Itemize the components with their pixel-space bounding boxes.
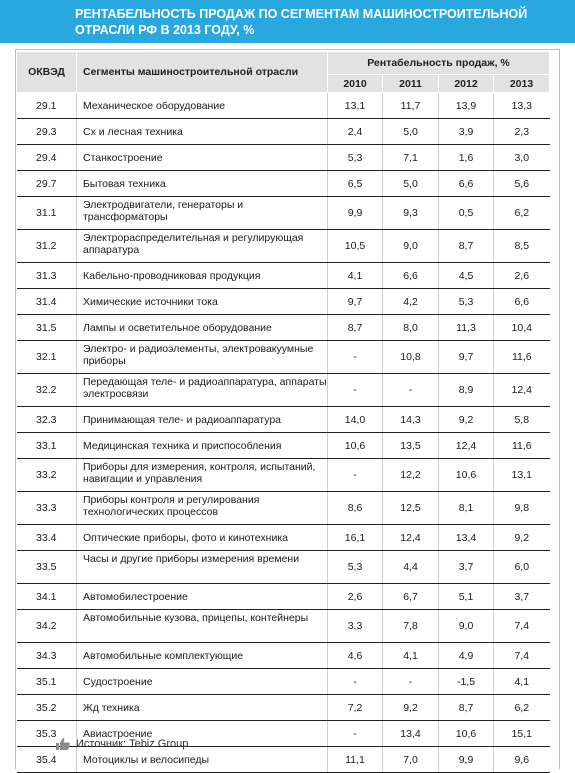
value-cell-2010: 4,1 — [328, 263, 383, 289]
okved-code-cell: 34.2 — [17, 610, 77, 643]
value-cell-2012: 12,4 — [439, 433, 494, 459]
segment-name-cell: Автомобилестроение — [77, 584, 328, 610]
segment-name-cell: Часы и другие приборы измерения времени — [77, 551, 328, 584]
header-okved: ОКВЭД — [17, 52, 77, 93]
value-cell-2011: - — [383, 374, 439, 407]
table-body — [17, 93, 550, 773]
value-cell-2012: 0,5 — [439, 197, 494, 230]
value-cell-2012: 8,1 — [439, 492, 494, 525]
table-row — [17, 525, 550, 551]
value-cell-2010: - — [328, 341, 383, 374]
value-cell-2010: 8,6 — [328, 492, 383, 525]
value-cell-2011: 12,2 — [383, 459, 439, 492]
segment-name-cell: Станкостроение — [77, 145, 328, 171]
segment-name-cell: Судостроение — [77, 669, 328, 695]
value-cell-2013: 15,1 — [494, 721, 550, 747]
value-cell-2010: 8,7 — [328, 315, 383, 341]
value-cell-2010: - — [328, 721, 383, 747]
value-cell-2013: 12,4 — [494, 374, 550, 407]
value-cell-2012: 10,6 — [439, 459, 494, 492]
okved-code-cell: 31.4 — [17, 289, 77, 315]
table-row — [17, 610, 550, 643]
value-cell-2013: 4,1 — [494, 669, 550, 695]
okved-code-cell: 33.4 — [17, 525, 77, 551]
table-row — [17, 695, 550, 721]
table-row — [17, 289, 550, 315]
table-row — [17, 145, 550, 171]
table-row — [17, 230, 550, 263]
thumbs-up-icon — [56, 738, 70, 750]
value-cell-2013: 8,5 — [494, 230, 550, 263]
table-row — [17, 747, 550, 773]
table-row — [17, 374, 550, 407]
table-row — [17, 341, 550, 374]
value-cell-2013: 13,3 — [494, 93, 550, 119]
value-cell-2013: 6,2 — [494, 695, 550, 721]
segment-name-cell: Жд техника — [77, 695, 328, 721]
value-cell-2011: 14,3 — [383, 407, 439, 433]
value-cell-2010: 6,5 — [328, 171, 383, 197]
value-cell-2012: 9,2 — [439, 407, 494, 433]
okved-code-cell: 35.4 — [17, 747, 77, 773]
value-cell-2010: 4,6 — [328, 643, 383, 669]
value-cell-2012: 9,9 — [439, 747, 494, 773]
table-row — [17, 584, 550, 610]
header-year-2011: 2011 — [383, 75, 439, 93]
value-cell-2010: 9,9 — [328, 197, 383, 230]
table-row — [17, 551, 550, 584]
value-cell-2013: 5,6 — [494, 171, 550, 197]
value-cell-2012: 5,1 — [439, 584, 494, 610]
value-cell-2013: 6,0 — [494, 551, 550, 584]
value-cell-2010: 10,6 — [328, 433, 383, 459]
value-cell-2012: 13,4 — [439, 525, 494, 551]
segment-name-cell: Медицинская техника и приспособления — [77, 433, 328, 459]
value-cell-2013: 3,0 — [494, 145, 550, 171]
segment-name-cell: Принимающая теле- и радиоаппаратура — [77, 407, 328, 433]
okved-code-cell: 31.1 — [17, 197, 77, 230]
table-row — [17, 407, 550, 433]
okved-code-cell: 34.3 — [17, 643, 77, 669]
value-cell-2010: 16,1 — [328, 525, 383, 551]
okved-code-cell: 34.1 — [17, 584, 77, 610]
value-cell-2012: 4,9 — [439, 643, 494, 669]
value-cell-2012: 3,9 — [439, 119, 494, 145]
value-cell-2010: 13,1 — [328, 93, 383, 119]
segment-name-cell: Химические источники тока — [77, 289, 328, 315]
value-cell-2013: 2,3 — [494, 119, 550, 145]
value-cell-2012: 6,6 — [439, 171, 494, 197]
value-cell-2011: 9,3 — [383, 197, 439, 230]
source-text: Источник: Tebiz Group — [76, 738, 189, 750]
value-cell-2013: 5,8 — [494, 407, 550, 433]
value-cell-2011: 6,7 — [383, 584, 439, 610]
value-cell-2011: 12,4 — [383, 525, 439, 551]
value-cell-2011: 6,6 — [383, 263, 439, 289]
value-cell-2011: 5,0 — [383, 171, 439, 197]
value-cell-2013: 6,2 — [494, 197, 550, 230]
value-cell-2013: 9,8 — [494, 492, 550, 525]
okved-code-cell: 31.3 — [17, 263, 77, 289]
segment-name-cell: Автомобильные комплектующие — [77, 643, 328, 669]
segment-name-cell: Бытовая техника — [77, 171, 328, 197]
okved-code-cell: 33.5 — [17, 551, 77, 584]
value-cell-2011: 13,4 — [383, 721, 439, 747]
okved-code-cell: 32.3 — [17, 407, 77, 433]
table-row — [17, 433, 550, 459]
segment-name-cell: Сх и лесная техника — [77, 119, 328, 145]
value-cell-2012: -1,5 — [439, 669, 494, 695]
value-cell-2010: - — [328, 459, 383, 492]
value-cell-2010: 5,3 — [328, 145, 383, 171]
table-row — [17, 315, 550, 341]
value-cell-2010: - — [328, 374, 383, 407]
value-cell-2013: 9,2 — [494, 525, 550, 551]
value-cell-2011: 5,0 — [383, 119, 439, 145]
table-row — [17, 197, 550, 230]
okved-code-cell: 35.2 — [17, 695, 77, 721]
segment-name-cell: Кабельно-проводниковая продукция — [77, 263, 328, 289]
value-cell-2010: 2,6 — [328, 584, 383, 610]
header-segment: Сегменты машиностроительной отрасли — [77, 52, 328, 93]
value-cell-2013: 13,1 — [494, 459, 550, 492]
segment-name-cell: Оптические приборы, фото и кинотехника — [77, 525, 328, 551]
segment-name-cell: Авиастроение — [77, 721, 328, 747]
value-cell-2013: 11,6 — [494, 341, 550, 374]
header-year-2010: 2010 — [328, 75, 383, 93]
okved-code-cell: 32.1 — [17, 341, 77, 374]
segment-name-cell: Электро- и радиоэлементы, электровакуумные приборы — [77, 341, 328, 374]
value-cell-2012: 10,6 — [439, 721, 494, 747]
value-cell-2011: 11,7 — [383, 93, 439, 119]
value-cell-2010: 3,3 — [328, 610, 383, 643]
table-row — [17, 93, 550, 119]
value-cell-2013: 7,4 — [494, 610, 550, 643]
okved-code-cell: 31.2 — [17, 230, 77, 263]
okved-code-cell: 35.1 — [17, 669, 77, 695]
value-cell-2011: 9,0 — [383, 230, 439, 263]
value-cell-2013: 7,4 — [494, 643, 550, 669]
value-cell-2012: 13,9 — [439, 93, 494, 119]
value-cell-2012: 9,7 — [439, 341, 494, 374]
segment-name-cell: Мотоциклы и велосипеды — [77, 747, 328, 773]
value-cell-2013: 11,6 — [494, 433, 550, 459]
okved-code-cell: 32.2 — [17, 374, 77, 407]
value-cell-2011: 4,2 — [383, 289, 439, 315]
value-cell-2011: 4,1 — [383, 643, 439, 669]
segment-name-cell: Механическое оборудование — [77, 93, 328, 119]
value-cell-2012: 11,3 — [439, 315, 494, 341]
value-cell-2011: 7,1 — [383, 145, 439, 171]
value-cell-2012: 9,0 — [439, 610, 494, 643]
value-cell-2012: 5,3 — [439, 289, 494, 315]
okved-code-cell: 33.1 — [17, 433, 77, 459]
header-profitability: Рентабельность продаж, % — [328, 52, 550, 75]
table-row — [17, 492, 550, 525]
header-year-2013: 2013 — [494, 75, 550, 93]
value-cell-2012: 8,7 — [439, 230, 494, 263]
value-cell-2010: 14,0 — [328, 407, 383, 433]
value-cell-2013: 3,7 — [494, 584, 550, 610]
value-cell-2011: - — [383, 669, 439, 695]
segment-name-cell: Передающая теле- и радиоаппаратура, аппараты электросвязи — [77, 374, 328, 407]
value-cell-2012: 1,6 — [439, 145, 494, 171]
title-line-2: ОТРАСЛИ РФ В 2013 ГОДУ, % — [75, 23, 255, 37]
value-cell-2010: 9,7 — [328, 289, 383, 315]
table-row — [17, 263, 550, 289]
value-cell-2010: 11,1 — [328, 747, 383, 773]
value-cell-2012: 8,7 — [439, 695, 494, 721]
value-cell-2010: 10,5 — [328, 230, 383, 263]
table-row — [17, 459, 550, 492]
value-cell-2013: 9,6 — [494, 747, 550, 773]
value-cell-2012: 3,7 — [439, 551, 494, 584]
header-year-2012: 2012 — [439, 75, 494, 93]
title-banner — [0, 0, 575, 43]
okved-code-cell: 33.2 — [17, 459, 77, 492]
value-cell-2010: 5,3 — [328, 551, 383, 584]
segment-name-cell: Электрораспределительная и регулирующая аппаратура — [77, 230, 328, 263]
okved-code-cell: 29.1 — [17, 93, 77, 119]
value-cell-2011: 7,0 — [383, 747, 439, 773]
value-cell-2013: 6,6 — [494, 289, 550, 315]
okved-code-cell: 29.4 — [17, 145, 77, 171]
okved-code-cell: 29.3 — [17, 119, 77, 145]
value-cell-2012: 4,5 — [439, 263, 494, 289]
value-cell-2011: 10,8 — [383, 341, 439, 374]
segment-name-cell: Электродвигатели, генераторы и трансформаторы — [77, 197, 328, 230]
value-cell-2013: 2,6 — [494, 263, 550, 289]
value-cell-2011: 13,5 — [383, 433, 439, 459]
value-cell-2011: 7,8 — [383, 610, 439, 643]
okved-code-cell: 33.3 — [17, 492, 77, 525]
table-row — [17, 119, 550, 145]
value-cell-2011: 12,5 — [383, 492, 439, 525]
segment-name-cell: Лампы и осветительное оборудование — [77, 315, 328, 341]
table-row — [17, 643, 550, 669]
okved-code-cell: 35.3 — [17, 721, 77, 747]
segment-name-cell: Приборы контроля и регулирования технологических процессов — [77, 492, 328, 525]
okved-code-cell: 31.5 — [17, 315, 77, 341]
table-row — [17, 669, 550, 695]
title-line-1: РЕНТАБЕЛЬНОСТЬ ПРОДАЖ ПО СЕГМЕНТАМ МАШИНОСТРОИТЕЛЬНОЙ — [75, 7, 528, 21]
segment-name-cell: Автомобильные кузова, прицепы, контейнеры — [77, 610, 328, 643]
okved-code-cell: 29.7 — [17, 171, 77, 197]
value-cell-2012: 8,9 — [439, 374, 494, 407]
value-cell-2010: 2,4 — [328, 119, 383, 145]
segment-name-cell: Приборы для измерения, контроля, испытаний, навигации и управления — [77, 459, 328, 492]
value-cell-2011: 8,0 — [383, 315, 439, 341]
table-row — [17, 171, 550, 197]
value-cell-2013: 10,4 — [494, 315, 550, 341]
value-cell-2011: 4,4 — [383, 551, 439, 584]
value-cell-2010: 7,2 — [328, 695, 383, 721]
profitability-table — [16, 51, 550, 773]
source-note — [56, 738, 188, 750]
value-cell-2010: - — [328, 669, 383, 695]
value-cell-2011: 9,2 — [383, 695, 439, 721]
